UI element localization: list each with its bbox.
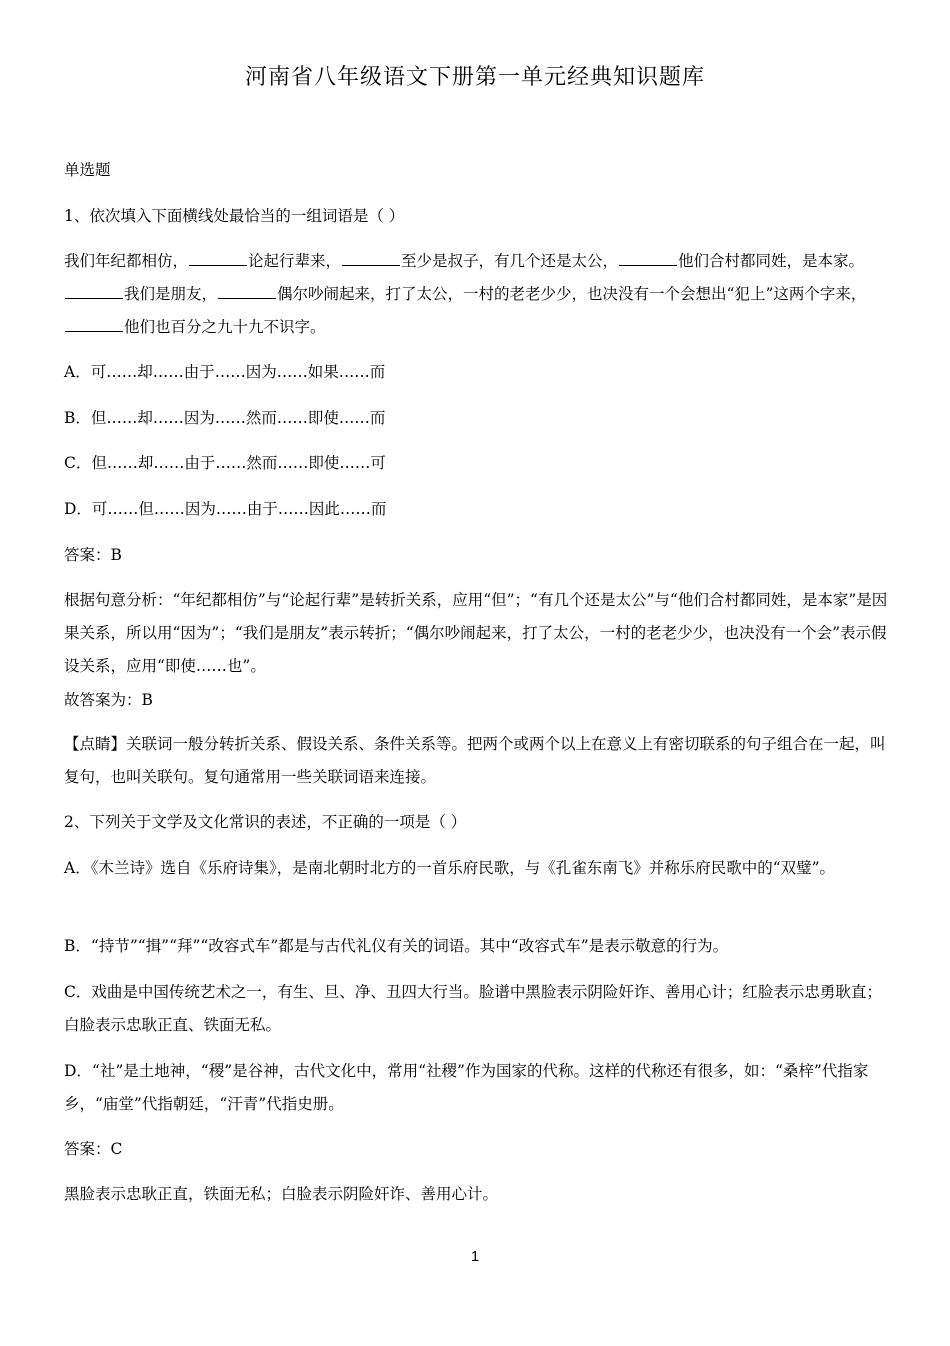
passage-part: 他们合村都同姓，是本家。 — [678, 252, 865, 270]
fill-blank — [65, 313, 123, 332]
question-1-stem: 1、依次填入下面横线处最恰当的一组词语是（ ） — [64, 207, 405, 225]
question-1-option-c: C．但……却……由于……然而……即使……可 — [64, 454, 386, 472]
question-2-option-c: C．戏曲是中国传统艺术之一，有生、旦、净、丑四大行当。脸谱中黑脸表示阴险奸诈、善用心计；红脸表示忠勇耿直；白脸表示忠耿正直、铁面无私。 — [64, 983, 882, 1034]
fill-blank — [619, 247, 677, 266]
question-1-option-d: D．可……但……因为……由于……因此……而 — [64, 500, 387, 518]
passage-part: 偶尔吵闹起来，打了太公，一村的老老少少，也决没有一个会想出“犯上”这两个字来， — [277, 285, 867, 303]
question-2-option-d: D．“社”是土地神，“稷”是谷神，古代文化中，常用“社稷”作为国家的代称。这样的代称还有很多，如：“桑梓”代指家乡，“庙堂”代指朝廷，“汗青”代指史册。 — [64, 1062, 869, 1113]
question-1-answer: 答案：B — [64, 546, 122, 564]
question-2-answer: 答案：C — [64, 1140, 123, 1158]
page-number: 1 — [470, 1248, 480, 1265]
question-1-analysis: 根据句意分析：“年纪都相仿”与“论起行辈”是转折关系，应用“但”；“有几个还是太公”与“他们合村都同姓，是本家”是因果关系，所以用“因为”；“我们是朋友”表示转折；“偶尔吵闹起来，打了太公，一村的老老少少，也决没有一个会”表示假设关系，应用“即使……也”。 — [64, 591, 888, 675]
fill-blank — [189, 247, 247, 266]
passage-part: 论起行辈来， — [248, 252, 342, 270]
question-2-option-a: A．《木兰诗》选自《乐府诗集》，是南北朝时北方的一首乐府民歌，与《孔雀东南飞》并称乐府民歌中的“双璧”。 — [64, 859, 836, 877]
question-1-option-a: A．可……却……由于……因为……如果……而 — [64, 363, 386, 381]
section-heading: 单选题 — [64, 161, 111, 179]
fill-blank — [342, 247, 400, 266]
fill-blank — [65, 280, 123, 299]
fill-blank — [218, 280, 276, 299]
question-1-option-b: B．但……却……因为……然而……即使……而 — [64, 409, 386, 427]
question-2-analysis: 黑脸表示忠耿正直，铁面无私；白脸表示阴险奸诈、善用心计。 — [64, 1185, 499, 1203]
question-1-note: 【点睛】关联词一般分转折关系、假设关系、条件关系等。把两个或两个以上在意义上有密切联系的句子组合在一起，叫复句，也叫关联句。复句通常用一些关联词语来连接。 — [64, 735, 886, 786]
passage-part: 他们也百分之九十九不识字。 — [124, 318, 326, 336]
passage-part: 我们年纪都相仿， — [64, 252, 189, 270]
question-1-final-answer: 故答案为：B — [64, 691, 153, 709]
question-1-passage — [64, 245, 890, 344]
passage-part: 我们是朋友， — [124, 285, 218, 303]
question-2-stem: 2、下列关于文学及文化常识的表述，不正确的一项是（ ） — [64, 813, 467, 831]
page-title: 河南省八年级语文下册第一单元经典知识题库 — [244, 65, 705, 90]
question-2-option-b: B．“持节”“揖”“拜”“改容式车”都是与古代礼仪有关的词语。其中“改容式车”是表示敬意的行为。 — [64, 937, 729, 955]
passage-part: 至少是叔子，有几个还是太公， — [401, 252, 619, 270]
